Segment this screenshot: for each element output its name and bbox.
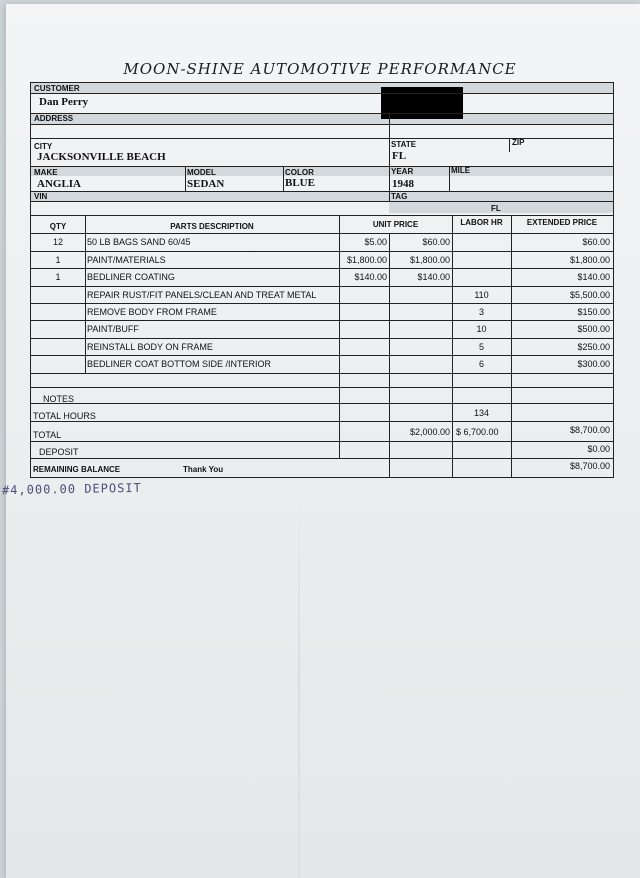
state-label: STATE [391,140,417,149]
zip-label: ZIP [512,138,525,147]
extended-price-header: EXTENDED PRICE [526,218,598,227]
cell-unit: $5.00 [364,237,387,247]
cell-labor: 6 [478,359,484,369]
cell-amount: $60.00 [422,237,450,247]
make-label: MAKE [34,168,58,177]
model-value: SEDAN [187,178,225,190]
mile-label: MILE [451,166,471,175]
paper-fold [298,480,300,878]
year-label: YEAR [391,167,414,176]
city-label: CITY [34,142,53,151]
cell-unit: $1,800.00 [346,255,387,265]
color-value: BLUE [285,177,315,189]
city-value: JACKSONVILLE BEACH [37,151,166,163]
cell-amount: $140.00 [417,272,450,282]
remaining-balance-value: $8,700.00 [569,461,610,471]
cell-ext: $500.00 [577,324,610,334]
cell-amount: $1,800.00 [409,255,450,265]
cell-ext: $5,500.00 [569,290,610,300]
cell-desc: 50 LB BAGS SAND 60/45 [87,237,191,247]
address-label: ADDRESS [34,114,74,123]
cell-unit: $140.00 [354,272,387,282]
cell-ext: $1,800.00 [569,255,610,265]
handwritten-deposit-note: #4,000.00 DEPOSIT [1,480,142,498]
cell-ext: $300.00 [577,359,610,369]
labor-total: $ 6,700.00 [456,427,499,437]
cell-qty: 1 [55,255,61,265]
deposit-value: $0.00 [587,444,610,454]
cell-desc: REINSTALL BODY ON FRAME [87,342,213,352]
cell-desc: PAINT/BUFF [87,324,139,334]
labor-hr-header: LABOR HR [460,218,503,227]
thank-you-text: Thank You [183,465,224,474]
grand-total: $8,700.00 [569,425,610,435]
tag-label: TAG [391,192,408,201]
cell-qty: 12 [52,237,63,247]
invoice-form [30,82,614,478]
remaining-balance-label: REMAINING BALANCE [33,465,121,474]
total-label: TOTAL [33,430,62,440]
cell-labor: 5 [478,342,484,352]
cell-labor: 3 [478,307,484,317]
cell-qty: 1 [55,272,61,282]
tag-state: FL [491,204,501,213]
parts-total: $2,000.00 [409,427,450,437]
cell-desc: BEDLINER COATING [87,272,175,282]
make-value: ANGLIA [37,178,82,190]
color-label: COLOR [285,168,314,177]
customer-name: Dan Perry [39,96,89,108]
total-hours-value: 134 [473,408,490,418]
notes-label: NOTES [43,394,75,404]
deposit-label: DEPOSIT [39,447,79,457]
qty-header: QTY [49,222,67,231]
cell-desc: REMOVE BODY FROM FRAME [87,307,217,317]
cell-ext: $140.00 [577,272,610,282]
cell-ext: $150.00 [577,307,610,317]
cell-desc: REPAIR RUST/FIT PANELS/CLEAN AND TREAT METAL [87,290,317,300]
cell-labor: 10 [476,324,487,334]
cell-labor: 110 [474,290,489,300]
cell-desc: BEDLINER COAT BOTTOM SIDE /INTERIOR [87,359,272,369]
parts-description-header: PARTS DESCRIPTION [170,222,254,231]
redacted-contact [381,87,463,119]
shop-title: MOON-SHINE AUTOMOTIVE PERFORMANCE [123,60,517,78]
customer-label: CUSTOMER [34,84,80,93]
model-label: MODEL [187,168,216,177]
cell-desc: PAINT/MATERIALS [87,255,166,265]
cell-ext: $60.00 [582,237,610,247]
state-value: FL [392,150,407,162]
cell-ext: $250.00 [577,342,610,352]
unit-price-header: UNIT PRICE [372,220,419,229]
total-hours-label: TOTAL HOURS [33,411,96,421]
year-value: 1948 [392,178,414,190]
vin-label: VIN [34,192,48,201]
